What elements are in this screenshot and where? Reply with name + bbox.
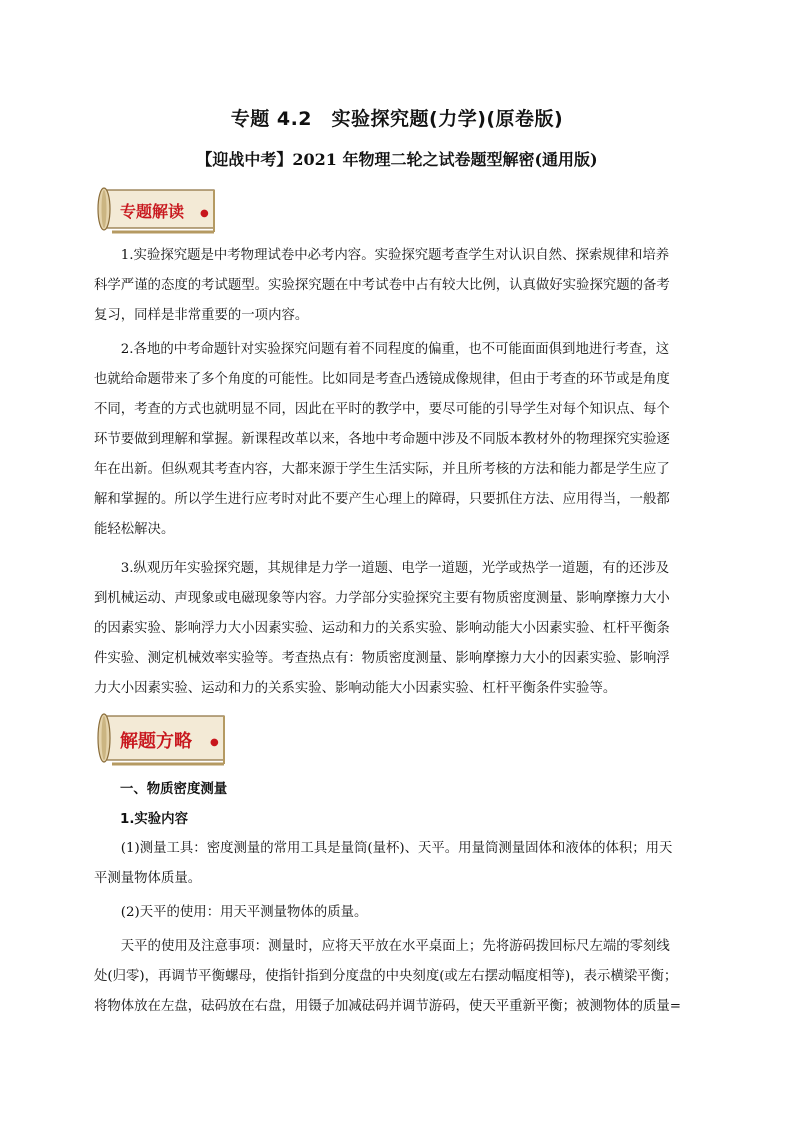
section-banner-label: 专题解读 <box>120 202 185 221</box>
section-banner-label: 解题方略 <box>120 731 192 752</box>
paragraph-3: 3.纵观历年实验探究题，其规律是力学一道题、电学一道题，光学或热学一道题，有的还涉及 到机械运动、声现象或电磁现象等内容。力学部分实验探究主要有物质密度测量、影响摩擦力大小 的因素实验、影响浮力大小因素实验、运动和力的关系实验、影响动能大小因素实验、杠杆平衡条 件实验、测定机械效率实验等。考查热点有：物质密度测量、影响摩擦力大小的因素实验、影响浮 力大小因素实验、运动和力的关系实验、影响动能大小因素实验、杠杆平衡条件实验等。 <box>94 561 670 696</box>
section-heading-density: 一、物质密度测量 <box>120 782 228 797</box>
paragraph-1: 1.实验探究题是中考物理试卷中必考内容。实验探究题考查学生对认识自然、探索规律和培养 科学严谨的态度的考试题型。实验探究题在中考试卷中占有较大比例，认真做好实验探究题的备考 复习，同样是非常重要的一项内容。 <box>94 248 670 323</box>
section-banner-interpretation: 专题解读 ● <box>94 186 218 236</box>
paragraph-balance-notes: 天平的使用及注意事项：测量时，应将天平放在水平桌面上；先将游码拨回标尺左端的零刻线 处(归零)，再调节平衡螺母，使指针指到分度盘的中央刻度(或左右摆动幅度相等)，表示横梁平衡； 将物体放在左盘，砝码放在右盘，用镊子加减砝码并调节游码，使天平重新平衡；被测物体的质量= <box>94 939 682 1014</box>
subsection-heading-content: 1.实验内容 <box>120 812 188 827</box>
paragraph-balance-use: (2)天平的使用：用天平测量物体的质量。 <box>94 905 368 920</box>
paragraph-tools: (1)测量工具：密度测量的常用工具是量筒(量杯)、天平。用量筒测量固体和液体的体积；用天 平测量物体质量。 <box>94 841 673 886</box>
section-banner-strategy: 解题方略 ● <box>94 712 228 770</box>
document-title: 专题 4.2 实验探究题(力学)(原卷版) <box>230 108 564 130</box>
paragraph-2: 2.各地的中考命题针对实验探究问题有着不同程度的偏重，也不可能面面俱到地进行考查，这 也就给命题带来了多个角度的可能性。比如同是考查凸透镜成像规律，但由于考查的环节或是角度 不同，考查的方式也就明显不同，因此在平时的教学中，要尽可能的引导学生对每个知识点、每个 环节要做到理解和掌握。新课程改革以来，各地中考命题中涉及不同版本教材外的物理探究实验逐 年在出新。但纵观其考查内容，大都来源于学生生活实际，并且所考核的方法和能力都是学生应了 解和掌握的。所以学生进行应考时对此不要产生心理上的障碍，只要抓住方法、应用得当，一般都 能轻松解决。 <box>94 342 670 537</box>
document-subtitle: 【迎战中考】2021 年物理二轮之试卷题型解密(通用版) <box>196 150 598 169</box>
